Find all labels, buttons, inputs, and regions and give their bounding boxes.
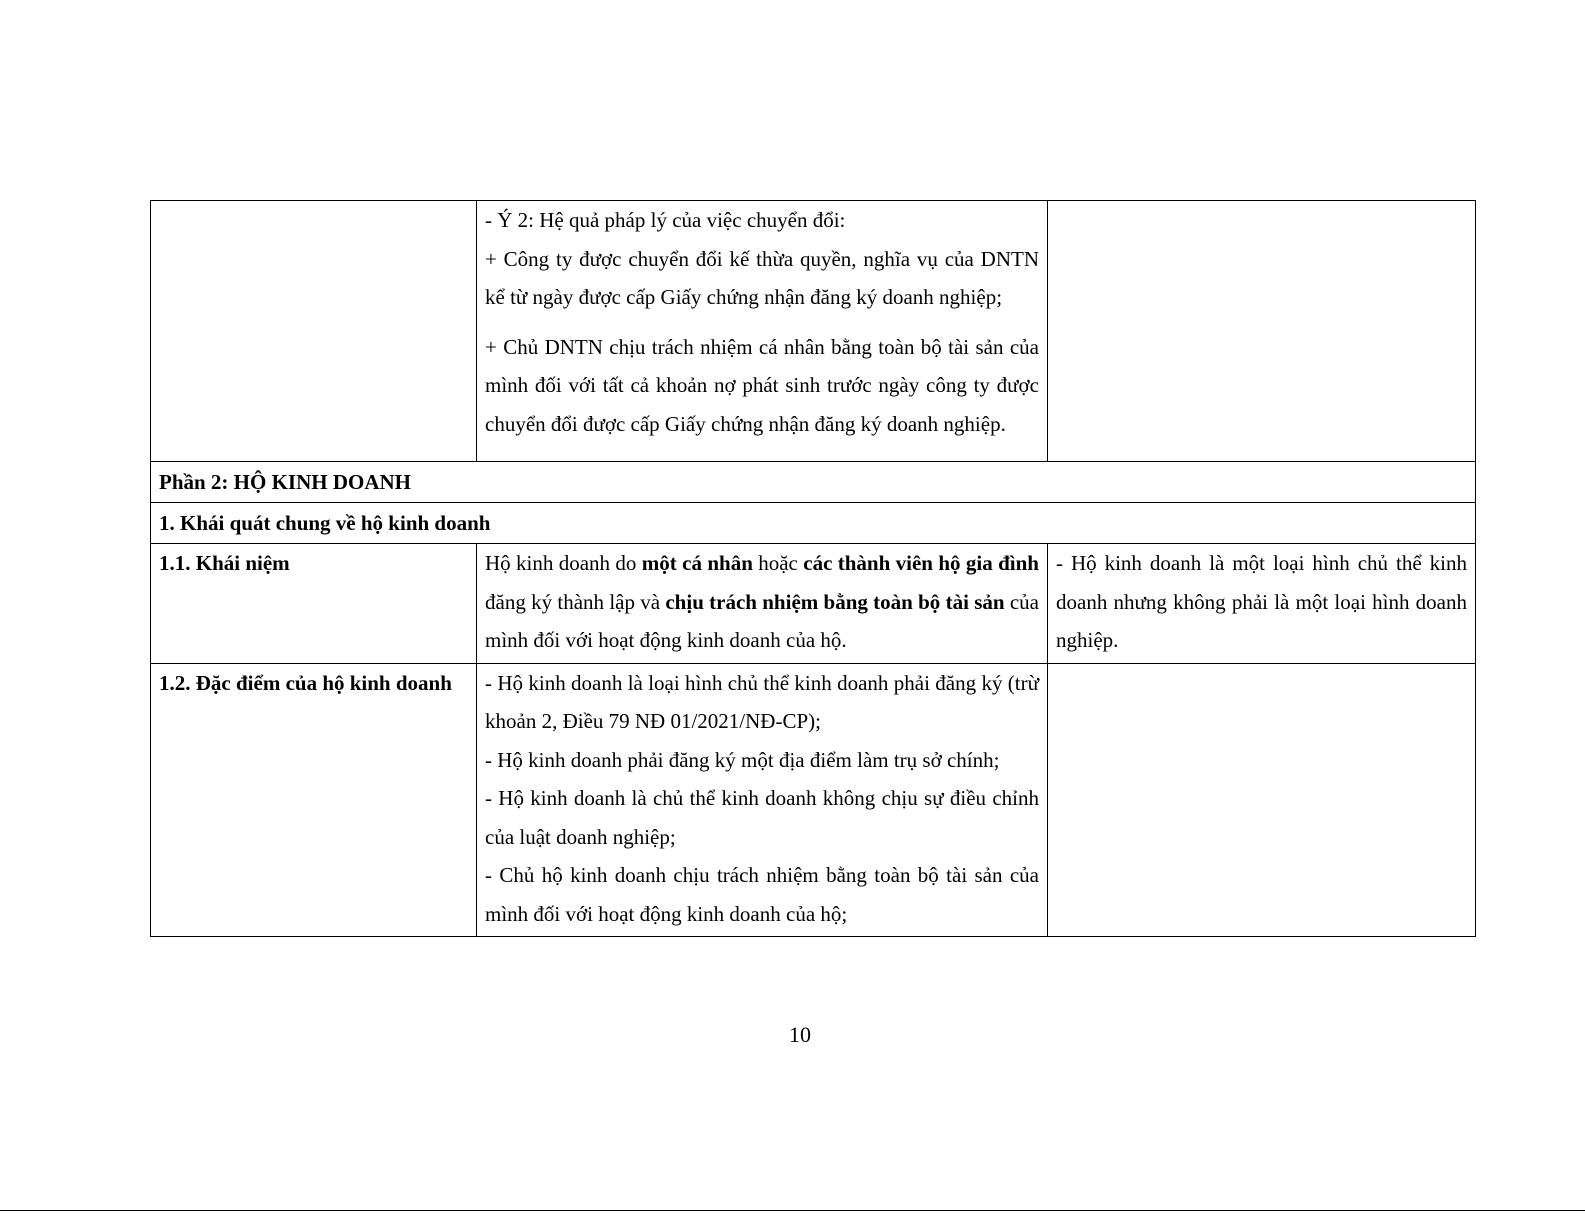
table-cell <box>1048 201 1476 462</box>
list-item: - Hộ kinh doanh là loại hình chủ thể kinh doanh phải đăng ký (trừ khoản 2, Điều 79 NĐ 01/2021/NĐ-CP); <box>485 670 1039 733</box>
features-label: 1.2. Đặc điểm của hộ kinh doanh <box>151 663 477 937</box>
content-table <box>150 200 1476 937</box>
conversion-consequences-cell <box>477 201 1048 462</box>
page-number: 10 <box>789 1022 811 1047</box>
list-item: - Hộ kinh doanh phải đăng ký một địa điểm làm trụ sở chính; <box>485 747 1000 772</box>
table-row <box>151 462 1476 503</box>
part-heading: Phần 2: HỘ KINH DOANH <box>151 462 1476 503</box>
table-cell <box>151 201 477 462</box>
concept-note: - Hộ kinh doanh là một loại hình chủ thể kinh doanh nhưng không phải là một loại hình doanh nghiệp. <box>1048 544 1476 664</box>
concept-label: 1.1. Khái niệm <box>151 544 477 664</box>
features-list <box>477 663 1048 937</box>
table-row <box>151 503 1476 544</box>
table-row <box>151 201 1476 462</box>
section-heading: 1. Khái quát chung về hộ kinh doanh <box>151 503 1476 544</box>
list-item: - Hộ kinh doanh là chủ thể kinh doanh không chịu sự điều chỉnh của luật doanh nghiệp; <box>485 786 1039 849</box>
consequence-heading: - Ý 2: Hệ quả pháp lý của việc chuyển đổi: <box>485 208 846 232</box>
concept-definition: Hộ kinh doanh do một cá nhân hoặc các thành viên hộ gia đình đăng ký thành lập và chịu trách nhiệm bằng toàn bộ tài sản của mình đối với hoạt động kinh doanh của hộ. <box>477 544 1048 664</box>
footer-divider <box>0 1210 1585 1211</box>
consequence-item: + Chủ DNTN chịu trách nhiệm cá nhân bằng toàn bộ tài sản của mình đối với tất cả khoản nợ phát sinh trước ngày công ty được chuyển đổi được cấp Giấy chứng nhận đăng ký doanh nghiệp. <box>485 334 1039 436</box>
list-item: - Chủ hộ kinh doanh chịu trách nhiệm bằng toàn bộ tài sản của mình đối với hoạt động kinh doanh của hộ; <box>485 863 1039 926</box>
consequence-item: + Công ty được chuyển đổi kế thừa quyền, nghĩa vụ của DNTN kể từ ngày được cấp Giấy chứng nhận đăng ký doanh nghiệp; <box>485 246 1039 309</box>
table-cell <box>1048 663 1476 937</box>
table-row <box>151 544 1476 664</box>
table-row <box>151 663 1476 937</box>
